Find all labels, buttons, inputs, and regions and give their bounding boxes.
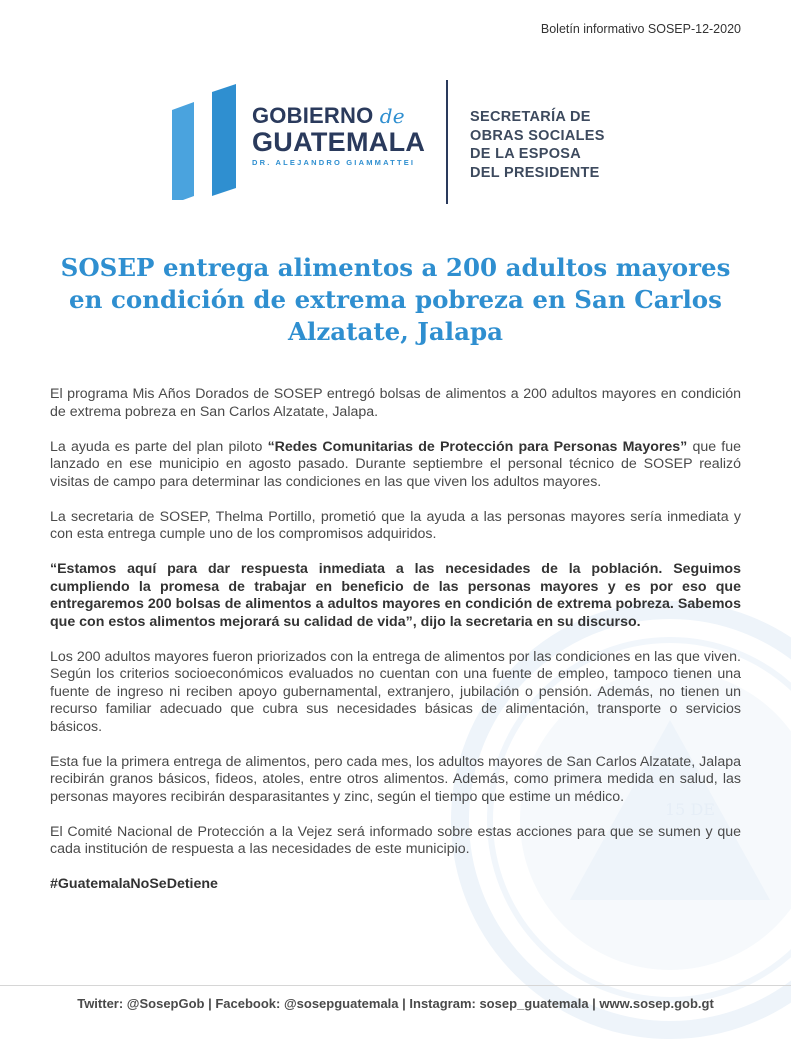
paragraph-5: Los 200 adultos mayores fueron priorizados con la entrega de alimentos por las condiciones en las que viven. Según los criterios socioeconómicos evaluados no cuentan con una fuente de empleo, tampoco tienen una fuente de ingreso ni reciben apoyo gubernamental, extranjero, jubilación o pensión. Además, no tienen un recurso familiar adecuado que cubra sus necesidades básicas de alimentación, transporte o servicios básicos. bbox=[50, 648, 741, 735]
paragraph-2: La ayuda es parte del plan piloto “Redes Comunitarias de Protección para Personas Mayores” que fue lanzado en ese municipio en agosto pasado. Durante septiembre el personal técnico de SOSEP realizó visitas de campo para determinar las condiciones en las que viven los adultos mayores. bbox=[50, 438, 742, 490]
footer-social-links: Twitter: @SosepGob | Facebook: @sosepguatemala | Instagram: sosep_guatemala | www.sosep.gob.gt bbox=[77, 996, 714, 1011]
headline: SOSEP entrega alimentos a 200 adultos mayores en condición de extrema pobreza en San Carlos Alzatate, Jalapa bbox=[60, 253, 731, 346]
secretaria-logo-text: SECRETARÍA DE OBRAS SOCIALES DE LA ESPOSA DEL PRESIDENTE bbox=[470, 109, 605, 181]
guatemala-flag-stripes-icon bbox=[172, 84, 242, 200]
bulletin-id: Boletín informativo SOSEP-12-2020 bbox=[540, 22, 741, 36]
footer-divider bbox=[0, 985, 791, 986]
logo-divider bbox=[446, 80, 448, 204]
hashtag: #GuatemalaNoSeDetiene bbox=[50, 876, 218, 892]
paragraph-6: Esta fue la primera entrega de alimentos, pero cada mes, los adultos mayores de San Carlos Alzatate, Jalapa recibirán granos básicos, fideos, atoles, entre otros alimentos. Además, como primera medida en salud, las personas mayores recibirán desparasitantes y zinc, según el tiempo que estime un médico. bbox=[50, 753, 741, 805]
quote-paragraph: “Estamos aquí para dar respuesta inmediata a las necesidades de la población. Seguimos cumpliendo la promesa de trabajar en beneficio de las personas mayores y es por eso que entregaremos 200 bolsas de alimentos a adultos mayores en condición de extrema pobreza. Sabemos que con estos alimentos mejorará su calidad de vida”, dijo la secretaria en su discurso. bbox=[50, 561, 741, 630]
gov-logo-line1: GOBIERNO de bbox=[252, 103, 405, 128]
government-logo bbox=[252, 104, 442, 167]
paragraph-1: El programa Mis Años Dorados de SOSEP entregó bolsas de alimentos a 200 adultos mayores en condición de extrema pobreza en San Carlos Alzatate, Jalapa. bbox=[50, 386, 741, 420]
paragraph-7: El Comité Nacional de Protección a la Vejez será informado sobre estas acciones para que se sumen y que cada institución de respuesta a las necesidades de este municipio. bbox=[50, 823, 741, 857]
watermark-text: 15 DE bbox=[665, 800, 715, 819]
paragraph-3: La secretaria de SOSEP, Thelma Portillo, prometió que la ayuda a las personas mayores sería inmediata y con esta entrega cumple uno de los compromisos adquiridos. bbox=[50, 508, 741, 542]
gov-logo-president: DR. ALEJANDRO GIAMMATTEI bbox=[252, 158, 416, 167]
gov-logo-line2: GUATEMALA bbox=[252, 127, 426, 157]
article-body bbox=[50, 386, 741, 911]
